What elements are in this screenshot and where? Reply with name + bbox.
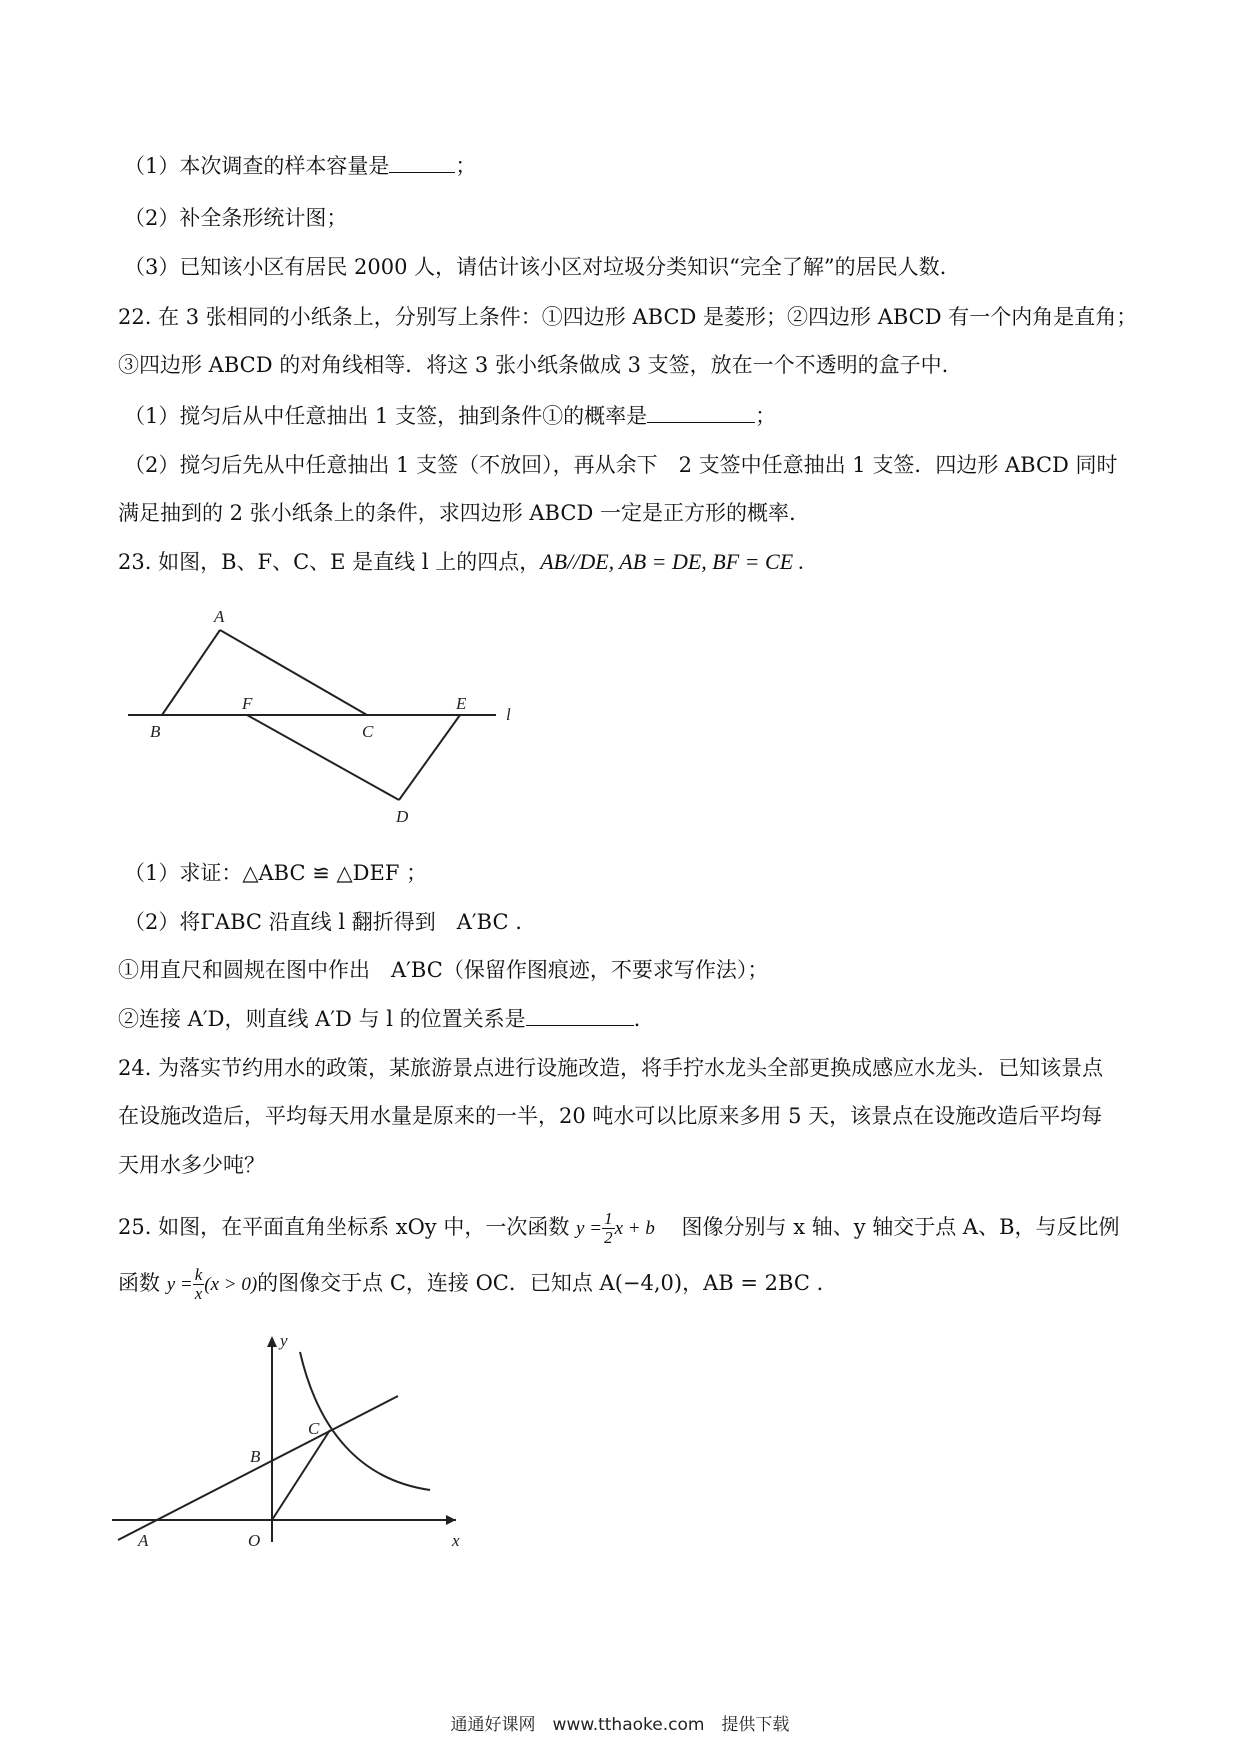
segment-DE	[399, 715, 460, 800]
fraction-k-over-x: $\frac{k}{x}$	[194, 1265, 203, 1303]
q24-line2: 在设施改造后，平均每天用水量是原来的一半，20 吨水可以比原来多用 5 天，该景点在设施改造后平均每	[118, 1104, 1103, 1128]
inverse-function-curve	[300, 1352, 430, 1490]
y-axis-arrow	[267, 1336, 277, 1347]
q25-stem-line1: 25. 如图，在平面直角坐标系 xOy 中，一次函数 y = $\frac{1}{2}$ x + b 图像分别与 x 轴、y 轴交于点 A、B，与反比例	[118, 1209, 1120, 1247]
label-A: A	[138, 1531, 149, 1550]
q23-part1: （1）求证：△ABC ≌ △DEF ；	[124, 861, 428, 885]
q23-part2-step1: ①用直尺和圆规在图中作出 A′BC（保留作图痕迹，不要求写作法）；	[118, 958, 769, 982]
q22-stem-line1: 22. 在 3 张相同的小纸条上，分别写上条件：①四边形 ABCD 是菱形；②四边形 ABCD 有一个内角是直角；	[118, 305, 1138, 329]
segment-FD	[247, 715, 399, 800]
label-l: l	[506, 705, 511, 724]
q23-condition: AB//DE, AB = DE, BF = CE .	[540, 549, 805, 574]
label-B: B	[250, 1447, 261, 1466]
q21-part1: （1）本次调查的样本容量是 ；	[124, 150, 476, 181]
segment-OC	[272, 1430, 330, 1520]
label-A: A	[214, 607, 225, 626]
label-F: F	[242, 694, 253, 713]
q22-part2-line2: 满足抽到的 2 张小纸条上的条件，求四边形 ABCD 一定是正方形的概率.	[118, 501, 796, 525]
q23-stem: 23. 如图，B、F、C、E 是直线 l 上的四点，AB//DE, AB = DE, BF = CE .	[118, 549, 805, 574]
label-E: E	[456, 694, 467, 713]
label-C: C	[362, 722, 374, 741]
page-footer: 通通好课网 www.tthaoke.com 提供下载	[450, 1715, 790, 1735]
q21-part2: （2）补全条形统计图；	[124, 206, 348, 230]
q21-part3: （3）已知该小区有居民 2000 人，请估计该小区对垃圾分类知识“完全了解”的居民人数.	[124, 255, 947, 279]
q23-part2: （2）将ΓABC 沿直线 l 翻折得到 A′BC .	[124, 910, 522, 934]
q22-part1: （1）搅匀后从中任意抽出 1 支签，抽到条件①的概率是 ；	[124, 400, 776, 431]
q22-stem-line2: ③四边形 ABCD 的对角线相等．将这 3 张小纸条做成 3 支签，放在一个不透明的盒子中.	[118, 353, 949, 377]
label-y: y	[280, 1331, 288, 1350]
answer-blank	[526, 1003, 634, 1026]
label-O: O	[248, 1531, 261, 1550]
linear-function-line	[118, 1396, 398, 1540]
q22-part2-line1: （2）搅匀后先从中任意抽出 1 支签（不放回），再从余下 2 支签中任意抽出 1 支签．四边形 ABCD 同时	[124, 453, 1118, 477]
q23-part2-step2: ②连接 A′D，则直线 A′D 与 l 的位置关系是 .	[118, 1003, 640, 1034]
q24-line1: 24. 为落实节约用水的政策，某旅游景点进行设施改造，将手拧水龙头全部更换成感应水龙头．已知该景点	[118, 1056, 1104, 1080]
label-D: D	[396, 807, 409, 826]
q25-stem-line2: 函数 y = $\frac{k}{x}$ (x > 0)的图像交于点 C，连接 OC．已知点 A(−4,0)，AB = 2BC .	[118, 1265, 824, 1303]
segment-AB	[162, 630, 220, 715]
x-axis-arrow	[446, 1515, 456, 1525]
label-x: x	[452, 1531, 460, 1550]
q24-line3: 天用水多少吨？	[118, 1153, 265, 1177]
q25-figure	[112, 1336, 456, 1542]
label-C: C	[308, 1419, 320, 1438]
fraction-one-half: $\frac{1}{2}$	[604, 1209, 613, 1247]
label-B: B	[150, 722, 161, 741]
